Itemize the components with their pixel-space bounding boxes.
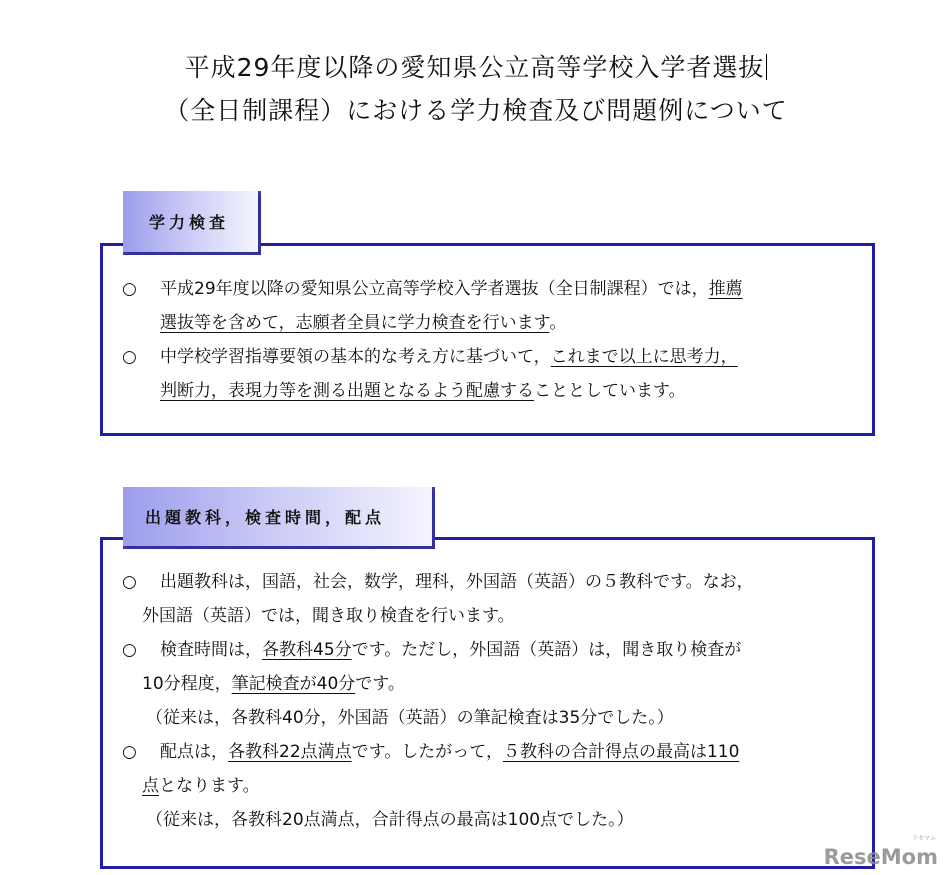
list-item <box>122 735 754 769</box>
title-line-1 <box>0 46 952 89</box>
circle-bullet-icon: ○ <box>122 572 137 592</box>
resemom-logo: ReseMom <box>823 845 938 869</box>
text: 。 <box>549 313 567 333</box>
text: です。ただし，外国語（英語）は，聞き取り検査が <box>351 640 742 660</box>
text: 検査時間は， <box>160 640 262 660</box>
text: 外国語（英語）では，聞き取り検査を行います。 <box>142 606 515 626</box>
circle-bullet-icon: ○ <box>122 347 137 367</box>
title-line-2: （全日制課程）における学力検査及び問題例について <box>164 96 788 125</box>
section-tab-academic-test <box>123 191 261 255</box>
list-item-continuation <box>122 599 754 633</box>
text: 10分程度， <box>142 674 232 694</box>
section-tab-subjects-time-points <box>123 487 435 549</box>
text: です。したがって， <box>351 742 503 762</box>
title-line-1-text: 平成29年度以降の愛知県公立高等学校入学者選抜 <box>184 53 765 82</box>
section-tab-label: 学力検査 <box>149 213 230 232</box>
text-cursor <box>766 54 767 80</box>
note-line <box>122 803 754 837</box>
list-item <box>122 633 754 667</box>
text: 出題教科は，国語，社会，数学，理科，外国語（英語）の５教科です。なお， <box>160 572 754 592</box>
note-line <box>122 701 754 735</box>
underlined-text: 各教科45分 <box>262 640 352 660</box>
underlined-text: これまで以上に思考力， <box>550 347 738 367</box>
underlined-text: 判断力，表現力等を測る出題となるよう配慮する <box>160 381 534 401</box>
text: となります。 <box>159 776 260 796</box>
circle-bullet-icon: ○ <box>122 742 137 762</box>
page-title <box>0 46 952 132</box>
list-item <box>122 340 743 374</box>
list-item <box>122 565 754 599</box>
section1-content <box>122 272 743 408</box>
note-text: （従来は，各教科20点満点，合計得点の最高は100点でした。） <box>146 810 634 830</box>
circle-bullet-icon: ○ <box>122 640 137 660</box>
list-item-continuation <box>122 667 754 701</box>
list-item-continuation <box>122 306 743 340</box>
underlined-text: 筆記検査が40分 <box>231 674 356 694</box>
text: 中学校学習指導要領の基本的な考え方に基づいて， <box>160 347 551 367</box>
note-text: （従来は，各教科40分，外国語（英語）の筆記検査は35分でした。） <box>146 708 674 728</box>
section2-content <box>122 565 754 837</box>
list-item-continuation <box>122 374 743 408</box>
underlined-text: 各教科22点満点 <box>228 742 352 762</box>
watermark-sub: リセマム <box>912 835 936 842</box>
section-tab-label: 出題教科，検査時間，配点 <box>145 508 386 527</box>
circle-bullet-icon: ○ <box>122 279 137 299</box>
list-item-continuation <box>122 769 754 803</box>
underlined-text: 点 <box>142 776 159 796</box>
text: 平成29年度以降の愛知県公立高等学校入学者選抜（全日制課程）では， <box>160 279 709 299</box>
underlined-text: 推薦 <box>708 279 743 299</box>
text: こととしています。 <box>534 381 686 401</box>
list-item <box>122 272 743 306</box>
underlined-text: 選抜等を含めて，志願者全員に学力検査を行います <box>160 313 550 333</box>
underlined-text: ５教科の合計得点の最高は110 <box>502 742 740 762</box>
text: です。 <box>355 674 405 694</box>
text: 配点は， <box>160 742 228 762</box>
